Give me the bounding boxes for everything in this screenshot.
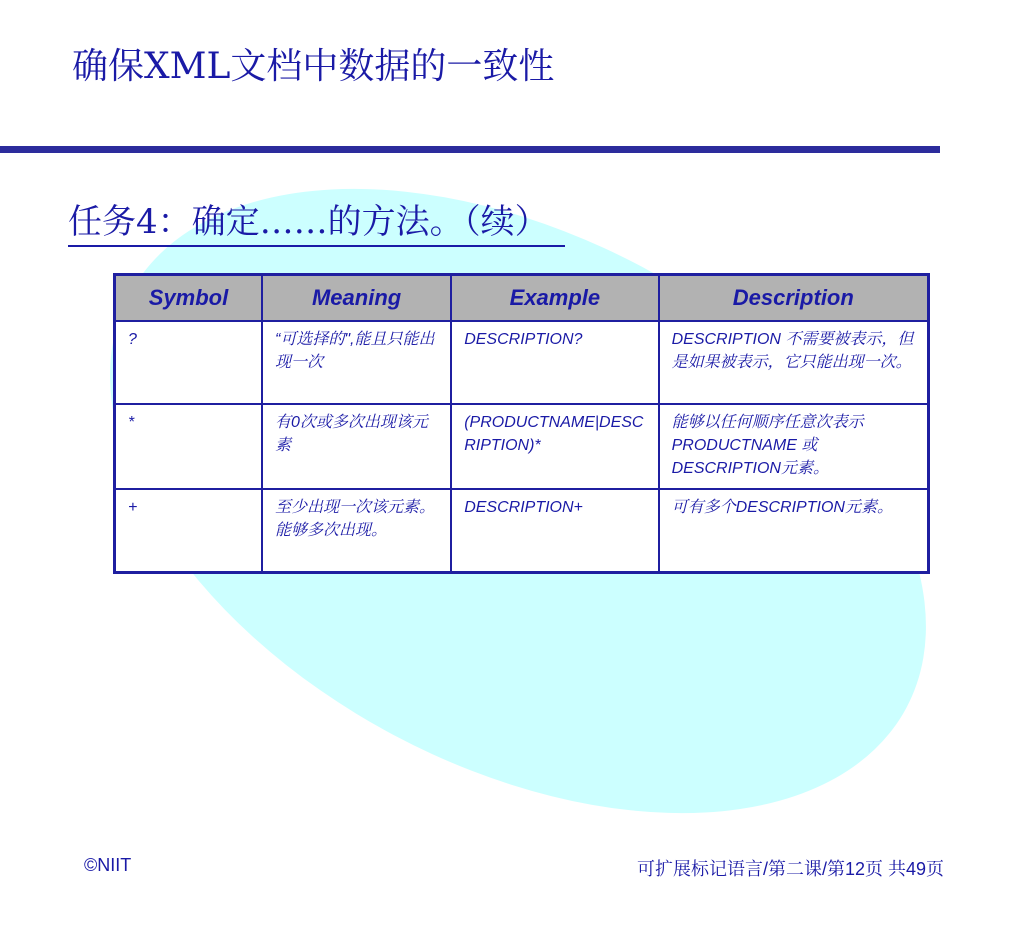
cell-symbol: ? xyxy=(115,321,263,404)
title-divider xyxy=(0,146,940,153)
table-row xyxy=(115,321,929,404)
header-meaning: Meaning xyxy=(262,275,451,322)
cell-symbol: + xyxy=(115,489,263,573)
header-description: Description xyxy=(659,275,929,322)
cell-meaning: 有0次或多次出现该元素 xyxy=(262,404,451,489)
header-example: Example xyxy=(451,275,658,322)
slide-subtitle: 任务4：确定……的方法。（续） xyxy=(68,194,565,247)
cell-example: DESCRIPTION+ xyxy=(451,489,658,573)
slide-title: 确保XML文档中数据的一致性 xyxy=(72,46,555,87)
cell-meaning: 至少出现一次该元素。能够多次出现。 xyxy=(262,489,451,573)
cell-description: DESCRIPTION 不需要被表示，但是如果被表示，它只能出现一次。 xyxy=(659,321,929,404)
footer-page-info: 可扩展标记语言/第二课/第12页 共49页 xyxy=(636,859,944,879)
header-symbol: Symbol xyxy=(115,275,263,322)
symbol-table xyxy=(113,273,930,574)
cell-example: DESCRIPTION? xyxy=(451,321,658,404)
cell-meaning: “可选择的",能且只能出现一次 xyxy=(262,321,451,404)
table-row xyxy=(115,404,929,489)
cell-description: 能够以任何顺序任意次表示 PRODUCTNAME 或 DESCRIPTION元素。 xyxy=(659,404,929,489)
cell-example: (PRODUCTNAME|DESCRIPTION)* xyxy=(451,404,658,489)
table-header-row xyxy=(115,275,929,322)
table-row xyxy=(115,489,929,573)
footer-copyright: ©NIIT xyxy=(84,855,132,875)
cell-symbol: * xyxy=(115,404,263,489)
cell-description: 可有多个DESCRIPTION元素。 xyxy=(659,489,929,573)
